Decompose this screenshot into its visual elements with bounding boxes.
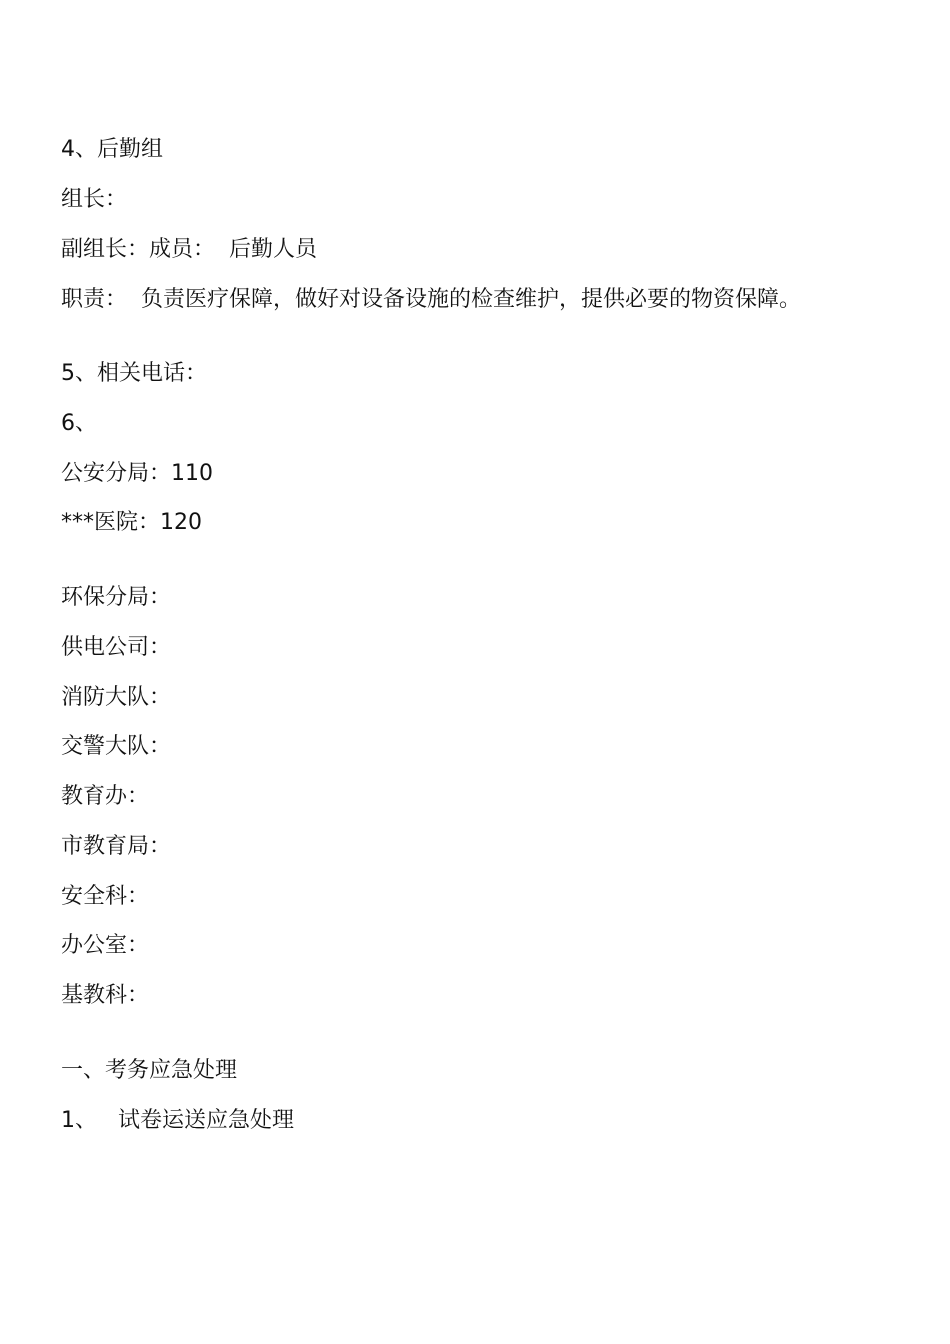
- phone-power: 供电公司：: [61, 635, 172, 660]
- section-heading-logistics: 4、后勤组: [61, 137, 163, 162]
- section-heading-phones: 5、相关电话：: [61, 361, 207, 386]
- deputy-members-line: 副组长：成员： 后勤人员: [61, 237, 317, 262]
- group-leader-line: 组长：: [61, 187, 128, 212]
- phone-hospital: ***医院：120: [61, 510, 202, 535]
- phone-general-office: 办公室：: [61, 933, 150, 958]
- duties-line: 职责： 负责医疗保障，做好对设备设施的检查维护，提供必要的物资保障。: [61, 287, 801, 312]
- phone-traffic-police: 交警大队：: [61, 734, 172, 759]
- phone-basic-education-dept: 基教科：: [61, 983, 150, 1008]
- phone-police: 公安分局：110: [61, 461, 213, 486]
- item-6-line: 6、: [61, 411, 97, 436]
- subheading-paper-transport: 1、 试卷运送应急处理: [61, 1108, 294, 1133]
- phone-fire: 消防大队：: [61, 685, 172, 710]
- section-heading-exam-emergency: 一、考务应急处理: [61, 1058, 238, 1083]
- phone-safety-dept: 安全科：: [61, 884, 150, 909]
- phone-city-education-bureau: 市教育局：: [61, 834, 172, 859]
- phone-environment: 环保分局：: [61, 585, 172, 610]
- phone-education-office: 教育办：: [61, 784, 150, 809]
